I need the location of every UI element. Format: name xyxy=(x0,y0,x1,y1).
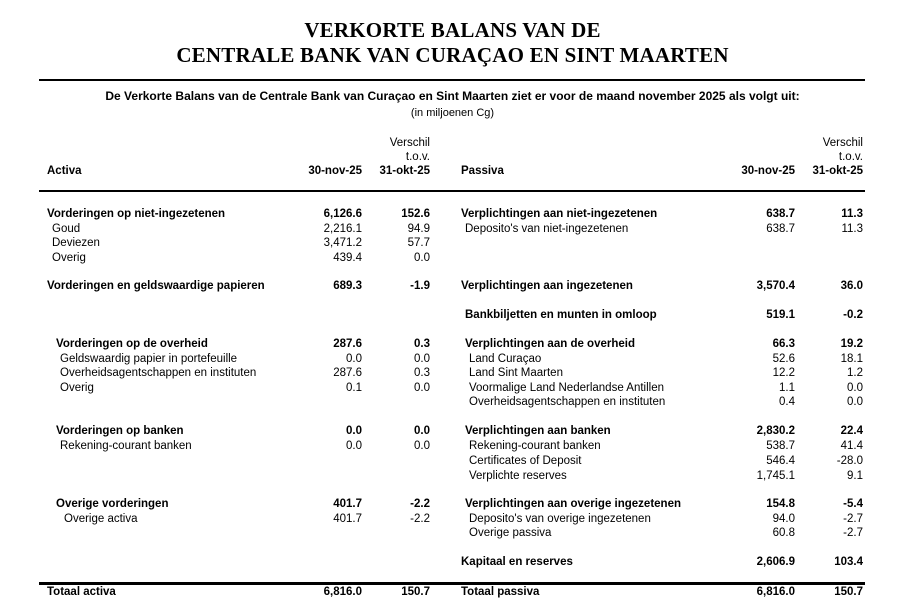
activa-row-diff: -2.2 xyxy=(410,513,430,525)
passiva-row-diff: 0.0 xyxy=(847,382,863,394)
activa-row-label: Goud xyxy=(52,223,81,235)
passiva-row-diff: 41.4 xyxy=(840,440,863,452)
activa-row-label: Overig xyxy=(60,382,94,394)
activa-row-value: 439.4 xyxy=(333,252,362,264)
passiva-row-label: Verplichtingen aan ingezetenen xyxy=(461,280,633,292)
activa-header-label: Activa xyxy=(47,165,82,177)
activa-row-value: 0.0 xyxy=(346,440,362,452)
activa-total-value: 6,816.0 xyxy=(323,586,362,598)
passiva-row-label: Deposito's van overige ingezetenen xyxy=(469,513,651,525)
passiva-row-value: 94.0 xyxy=(772,513,795,525)
passiva-row-diff: 1.2 xyxy=(847,367,863,379)
passiva-row-diff: 0.0 xyxy=(847,396,863,408)
activa-header-date: 30-nov-25 xyxy=(308,165,362,177)
activa-row-diff: -1.9 xyxy=(410,280,430,292)
activa-row-value: 401.7 xyxy=(333,513,362,525)
passiva-row-diff: 22.4 xyxy=(840,425,863,437)
passiva-row-label: Overige passiva xyxy=(469,527,552,539)
passiva-row-diff: 18.1 xyxy=(840,353,863,365)
activa-row-label: Deviezen xyxy=(52,237,100,249)
activa-row-diff: 0.3 xyxy=(414,367,430,379)
passiva-row-value: 0.4 xyxy=(779,396,795,408)
document-title-line-1: VERKORTE BALANS VAN DE xyxy=(304,18,601,42)
passiva-row-value: 154.8 xyxy=(766,498,795,510)
activa-total-label: Totaal activa xyxy=(47,586,116,598)
passiva-header-date: 30-nov-25 xyxy=(741,165,795,177)
passiva-total-diff: 150.7 xyxy=(834,586,863,598)
passiva-row-label: Certificates of Deposit xyxy=(469,455,582,467)
passiva-row-label: Deposito's van niet-ingezetenen xyxy=(465,223,629,235)
activa-row-value: 2,216.1 xyxy=(323,223,362,235)
unit-note: (in miljoenen Cg) xyxy=(410,107,495,119)
activa-row-diff: 0.3 xyxy=(414,338,430,350)
passiva-row-label: Verplichtingen aan niet-ingezetenen xyxy=(461,208,658,220)
passiva-row-value: 52.6 xyxy=(772,353,795,365)
activa-row-diff: 0.0 xyxy=(414,353,430,365)
passiva-row-label: Land Curaçao xyxy=(469,353,542,365)
activa-row-value: 401.7 xyxy=(333,498,362,510)
passiva-row-label: Rekening-courant banken xyxy=(469,440,601,452)
activa-row-label: Overig xyxy=(52,252,86,264)
passiva-header-diff-line1: Verschil xyxy=(822,137,863,149)
activa-row-value: 0.1 xyxy=(346,382,362,394)
passiva-row-label: Bankbiljetten en munten in omloop xyxy=(465,309,657,321)
passiva-row-diff: -28.0 xyxy=(836,455,863,467)
activa-row-diff: -2.2 xyxy=(410,498,430,510)
activa-row-label: Overige vorderingen xyxy=(56,498,169,510)
passiva-row-diff: 36.0 xyxy=(840,280,863,292)
passiva-row-label: Voormalige Land Nederlandse Antillen xyxy=(469,382,664,394)
passiva-row-diff: 103.4 xyxy=(834,556,863,568)
passiva-row-label: Kapitaal en reserves xyxy=(461,556,573,568)
passiva-row-label: Overheidsagentschappen en instituten xyxy=(469,396,666,408)
activa-row-value: 287.6 xyxy=(333,367,362,379)
activa-row-label: Vorderingen op niet-ingezetenen xyxy=(47,208,226,220)
activa-row-value: 0.0 xyxy=(346,353,362,365)
passiva-row-value: 2,830.2 xyxy=(756,425,795,437)
activa-header-diff-line3: 31-okt-25 xyxy=(379,165,430,177)
passiva-row-value: 519.1 xyxy=(766,309,795,321)
passiva-row-value: 638.7 xyxy=(766,223,795,235)
passiva-total-label: Totaal passiva xyxy=(461,586,540,598)
passiva-header-diff-line3: 31-okt-25 xyxy=(812,165,863,177)
passiva-row-label: Verplichtingen aan overige ingezetenen xyxy=(465,498,682,510)
activa-row-diff: 152.6 xyxy=(401,208,430,220)
header-divider xyxy=(39,190,865,192)
activa-row-value: 3,471.2 xyxy=(323,237,362,249)
passiva-total-value: 6,816.0 xyxy=(756,586,795,598)
activa-row-label: Geldswaardig papier in portefeuille xyxy=(60,353,238,365)
passiva-row-diff: -0.2 xyxy=(843,309,863,321)
document-title-line-2: CENTRALE BANK VAN CURAÇAO EN SINT MAARTEN xyxy=(176,43,729,67)
passiva-row-value: 60.8 xyxy=(772,527,795,539)
passiva-row-value: 638.7 xyxy=(766,208,795,220)
activa-row-diff: 0.0 xyxy=(414,440,430,452)
passiva-row-value: 546.4 xyxy=(766,455,795,467)
passiva-row-diff: 9.1 xyxy=(847,470,863,482)
activa-row-label: Overheidsagentschappen en instituten xyxy=(60,367,257,379)
passiva-row-value: 1,745.1 xyxy=(756,470,795,482)
passiva-row-value: 538.7 xyxy=(766,440,795,452)
passiva-row-diff: -2.7 xyxy=(843,513,863,525)
activa-row-diff: 57.7 xyxy=(407,237,430,249)
activa-row-value: 287.6 xyxy=(333,338,362,350)
passiva-row-value: 2,606.9 xyxy=(756,556,795,568)
activa-header-diff-line2: t.o.v. xyxy=(405,151,430,163)
passiva-row-value: 3,570.4 xyxy=(756,280,795,292)
activa-row-label: Overige activa xyxy=(64,513,138,525)
passiva-row-diff: -2.7 xyxy=(843,527,863,539)
passiva-row-value: 1.1 xyxy=(779,382,795,394)
activa-row-label: Vorderingen op banken xyxy=(56,425,184,437)
passiva-row-value: 12.2 xyxy=(772,367,795,379)
passiva-header-label: Passiva xyxy=(461,165,504,177)
passiva-row-diff: 11.3 xyxy=(841,223,863,235)
passiva-row-diff: 11.3 xyxy=(841,208,863,220)
activa-row-diff: 0.0 xyxy=(414,425,430,437)
activa-row-label: Rekening-courant banken xyxy=(60,440,192,452)
activa-row-value: 6,126.6 xyxy=(323,208,362,220)
passiva-row-label: Verplichtingen aan de overheid xyxy=(465,338,635,350)
activa-row-diff: 0.0 xyxy=(414,382,430,394)
title-divider xyxy=(39,79,865,81)
activa-row-value: 0.0 xyxy=(346,425,362,437)
activa-header-diff-line1: Verschil xyxy=(389,137,430,149)
passiva-header-diff-line2: t.o.v. xyxy=(838,151,863,163)
passiva-row-label: Land Sint Maarten xyxy=(469,367,563,379)
passiva-row-diff: -5.4 xyxy=(843,498,863,510)
passiva-row-value: 66.3 xyxy=(772,338,795,350)
intro-text: De Verkorte Balans van de Centrale Bank van Curaçao en Sint Maarten ziet er voor de maand november 2025 als volgt uit: xyxy=(105,89,800,103)
passiva-row-diff: 19.2 xyxy=(840,338,863,350)
activa-total-diff: 150.7 xyxy=(401,586,430,598)
activa-row-label: Vorderingen op de overheid xyxy=(56,338,208,350)
activa-row-diff: 0.0 xyxy=(414,252,430,264)
activa-row-diff: 94.9 xyxy=(407,223,430,235)
activa-row-value: 689.3 xyxy=(333,280,362,292)
passiva-row-label: Verplichte reserves xyxy=(469,470,567,482)
passiva-row-label: Verplichtingen aan banken xyxy=(465,425,611,437)
activa-row-label: Vorderingen en geldswaardige papieren xyxy=(47,280,265,292)
